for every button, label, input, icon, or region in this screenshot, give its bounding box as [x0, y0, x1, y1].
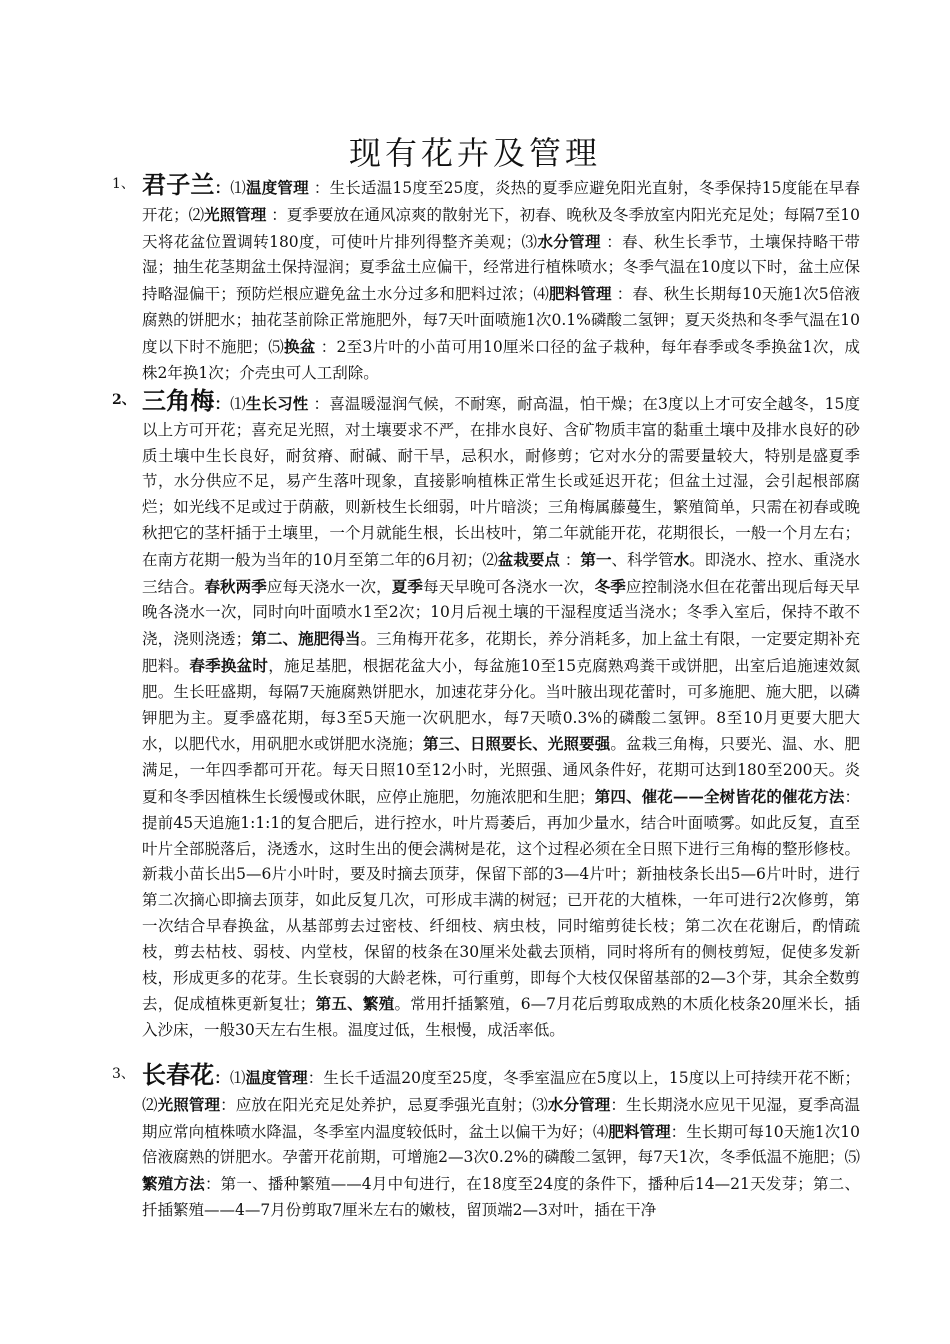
subheading: 第五、繁殖 [315, 994, 395, 1014]
subheading: 肥料管理 [608, 1121, 671, 1141]
heading-colon: ： [214, 1068, 230, 1087]
subheading: 温度管理 [245, 1068, 308, 1087]
paragraph-text: ：喜温暖湿润气候，不耐寒，耐高温，怕干燥；在3度以上才可安全越冬，15度以上方可开花；喜充足光照，对土壤要求不严，在排水良好、含矿物质丰富的黏重土壤中及排水良好的砂质土壤中生长良好，耐贫瘠、耐碱、耐干旱，忌积水，耐修剪；它对水分的需要量较大，特别是盛夏季节，水分供应不足，易产生落叶现象，直接影响植株正常生长或延迟开花；但盆土过湿，会引起根部腐烂；如光线不足或过于荫蔽，则新枝生长细弱，叶片暗淡；三角梅属藤蔓生，繁殖简单，只需在初春或晚秋把它的茎杆插于土壤里，一个月就能生根，长出枝叶，第二年就能开花，花期很长，一般一个月左右；在南方花期一般为当年的10月至第二年的6月初；⑵ [142, 395, 861, 569]
subheading: 盆栽要点 [497, 549, 560, 569]
enum-marker: ⑴ [229, 1069, 246, 1087]
subheading: 水分管理 [537, 231, 601, 251]
subheading: 肥料管理 [549, 284, 612, 304]
item-text [142, 172, 860, 386]
list-item-junzilan [112, 172, 860, 386]
paragraph-text: ： [559, 550, 581, 569]
subheading: 冬季 [594, 576, 626, 596]
item-number: 2、 [112, 392, 136, 408]
page-title: 现有花卉及管理 [348, 134, 601, 172]
paragraph-text: ：春、秋生长季节，土壤保持略干带湿；抽生花茎期盆土保持湿润；夏季盆土应偏干，经常进行植株喷水；冬季气温在10度以下时，盆土应保持略湿偏干；预防烂根应避免盆土水分过多和肥料过浓；⑷ [142, 232, 860, 304]
paragraph-text: ：应放在阳光充足处养护，忌夏季强光直射；⑶ [220, 1095, 548, 1114]
subheading: 第二、施肥得当 [251, 629, 361, 649]
paragraph-text: ，施足基肥，根据花盆大小，每盆施10至15克腐熟鸡粪干或饼肥，出室后追施速效氮肥。生长旺盛期，每隔7天施腐熟饼肥水，加速花芽分化。当叶腋出现花蕾时，可多施肥、施大肥，以磷钾肥为主。夏季盛花期，每3至5天施一次矾肥水，每7天喷0.3%的磷酸二氢钾。8至10月更要大肥大水，以肥代水，用矾肥水或饼肥水浇施； [142, 656, 860, 754]
subheading: 春季换盆时 [189, 655, 269, 675]
paragraph-text: ：春、秋生长期每10天施1次5倍液腐熟的饼肥水；抽花茎前除正常施肥外，每7天叶面喷施1次0.1%磷酸二氢钾；夏天炎热和冬季气温在10度以下时不施肥；⑸ [142, 285, 860, 356]
list-item-sanjiaomei [112, 388, 860, 1044]
paragraph-text: 。盆栽三角梅，只要光、温、水、肥满足，一年四季都可开花。每天日照10至12小时，光照强、通风条件好，花期可达到180至200天。炎夏和冬季因植株生长缓慢或休眠，应停止施肥，勿施浓肥和生肥； [142, 735, 860, 806]
subheading: 光照管理 [157, 1094, 221, 1114]
paragraph-text: ：生长期浇水应见干见湿，夏季高温期应常向植株喷水降温，冬季室内温度较低时，盆土以偏干为好；⑷ [142, 1095, 860, 1141]
paragraph-text: ：2至3片叶的小苗可用10厘米口径的盆子栽种，每年春季或冬季换盆1次，成株2年换1次；介壳虫可人工刮除。 [142, 337, 860, 382]
subheading: 光照管理 [204, 204, 267, 224]
enum-marker: ⑴ [230, 179, 246, 197]
paragraph-text: ：生长千适温20度至25度，冬季室温应在5度以上，15度以上可持续开花不断；⑵ [142, 1069, 860, 1114]
subheading: 春秋两季 [204, 576, 267, 596]
subheading: 水 [673, 549, 690, 569]
paragraph-text: 。常用扦插繁殖，6—7月花后剪取成熟的木质化枝条20厘米长，插入沙床，一般30天左右生根。温度过低，生根慢，成活率低。 [142, 995, 860, 1040]
subheading: 第一 [580, 549, 612, 569]
subheading: 生长习性 [245, 394, 309, 413]
subheading: 繁殖方法 [142, 1174, 205, 1194]
subheading: 换盆 [284, 336, 316, 356]
paragraph-text: 应每天浇水一次， [266, 577, 392, 596]
item-text [142, 1062, 860, 1224]
item-heading: 长春花 [142, 1060, 215, 1089]
heading-colon: ： [214, 394, 231, 413]
paragraph-text: ：生长适温15度至25度，炎热的夏季应避免阳光直射，冬季保持15度能在早春开花；⑵ [142, 179, 860, 224]
paragraph-text: ：第一、播种繁殖——4月中旬进行，在18度至24度的条件下，播种后14—21天发芽；第二、扦插繁殖——4—7月份剪取7厘米左右的嫩枝，留顶端2—3对叶，插在干净 [142, 1175, 860, 1219]
enum-marker: ⑴ [230, 395, 246, 413]
paragraph-text: ：夏季要放在通风凉爽的散射光下，初春、晚秋及冬季放室内阳光充足处；每隔7至10天将花盆位置调转180度，可使叶片排列得整齐美观；⑶ [142, 205, 860, 251]
paragraph-text: 、科学管 [611, 550, 674, 569]
paragraph-text: 。三角梅开花多，花期长，养分消耗多，加上盆土有限，一定要定期补充肥料。 [142, 630, 860, 675]
paragraph-text: 。即浇水、控水、重浇水三结合。 [142, 550, 860, 596]
subheading: 夏季 [391, 576, 423, 596]
paragraph-text: 应控制浇水但在花蕾出现后每天早晚各浇水一次，同时向叶面喷水1至2次；10月后视土壤的干湿程度适当浇水；冬季入室后，保持不敢不浇，浇则浇透； [142, 577, 860, 649]
paragraph-text: 每天早晚可各浇水一次， [422, 577, 595, 596]
paragraph-text: ：生长期可每10天施1次10倍液腐熟的饼肥水。孕蕾开花前期，可增施2—3次0.2%的磷酸二氢钾，每7天1次，冬季低温不施肥；⑸ [142, 1122, 860, 1167]
item-heading: 三角梅 [142, 386, 215, 415]
list-item-changchunhua [112, 1062, 860, 1224]
paragraph-text: ：提前45天追施1:1:1的复合肥后，进行控水，叶片焉萎后，再加少量水，结合叶面喷雾。如此反复，直至叶片全部脱落后，浇透水，这时生出的便会满树是花，这个过程必须在全日照下进行三角梅的整形修枝。新栽小苗长出5—6片小叶时，要及时摘去顶芽，保留下部的3—4片叶；新抽枝条长出5—6片叶时，进行第二次摘心即摘去顶芽，如此反复几次，可形成丰满的树冠；已开花的大植株，一年可进行2次修剪，第一次结合早春换盆，从基部剪去过密枝、纤细枝、病虫枝，同时缩剪徒长枝；第二次在花谢后，酌情疏枝，剪去枯枝、弱枝、内堂枝，保留的枝条在30厘米处截去顶梢，同时将所有的侧枝剪短，促使多发新枝，形成更多的花芽。生长衰弱的大龄老株，可行重剪，即每个大枝仅保留基部的2—3个芽，其余全数剪去，促成植株更新复壮； [142, 787, 860, 1014]
subheading: 水分管理 [547, 1094, 611, 1114]
heading-colon: ： [214, 178, 231, 197]
item-text [142, 388, 860, 1044]
subheading: 第三、日照要长、光照要强 [422, 734, 611, 754]
item-number: 1、 [112, 176, 135, 192]
subheading: 温度管理 [246, 178, 309, 197]
item-number: 3、 [112, 1066, 135, 1082]
item-heading: 君子兰 [142, 170, 215, 199]
subheading: 第四、催花——全树皆花的催花方法 [594, 786, 845, 806]
